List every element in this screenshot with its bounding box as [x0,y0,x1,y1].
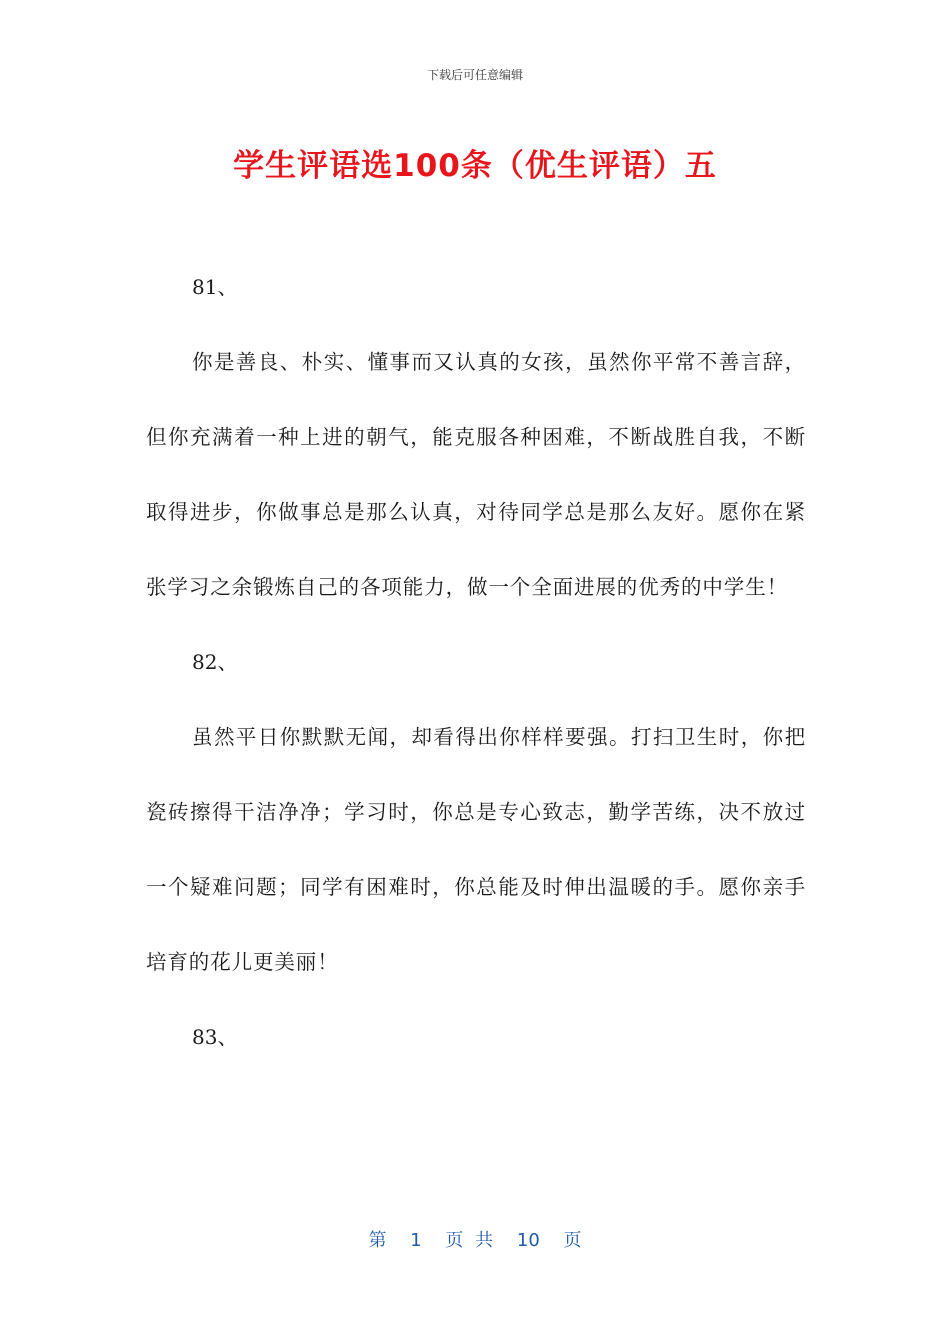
entry-number: 83、 [192,1025,238,1049]
footer-prefix: 第 [368,1230,387,1251]
document-body [146,250,806,1075]
footer-middle: 页 共 [445,1230,494,1251]
entry-number: 81、 [192,275,238,299]
entry-text: 虽然平日你默默无闻，却看得出你样样要强。打扫卫生时，你把瓷砖擦得干洁净净；学习时，你总是专心致志，勤学苦练，决不放过一个疑难问题；同学有困难时，你总能及时伸出温暖的手。愿你亲手培育的花儿更美丽！ [146,725,806,974]
header-note: 下载后可任意编辑 [426,68,523,82]
footer-suffix: 页 [563,1230,582,1251]
entry-number: 82、 [192,650,238,674]
footer-total-pages: 10 [516,1230,540,1251]
page-footer [0,1226,950,1252]
footer-page-number: 1 [410,1230,422,1251]
document-title: 学生评语选100条（优生评语）五 [233,148,717,184]
entry-text: 你是善良、朴实、懂事而又认真的女孩，虽然你平常不善言辞，但你充满着一种上进的朝气，能克服各种困难，不断战胜自我，不断取得进步，你做事总是那么认真，对待同学总是那么友好。愿你在紧张学习之余锻炼自己的各项能力，做一个全面进展的优秀的中学生！ [146,350,806,599]
